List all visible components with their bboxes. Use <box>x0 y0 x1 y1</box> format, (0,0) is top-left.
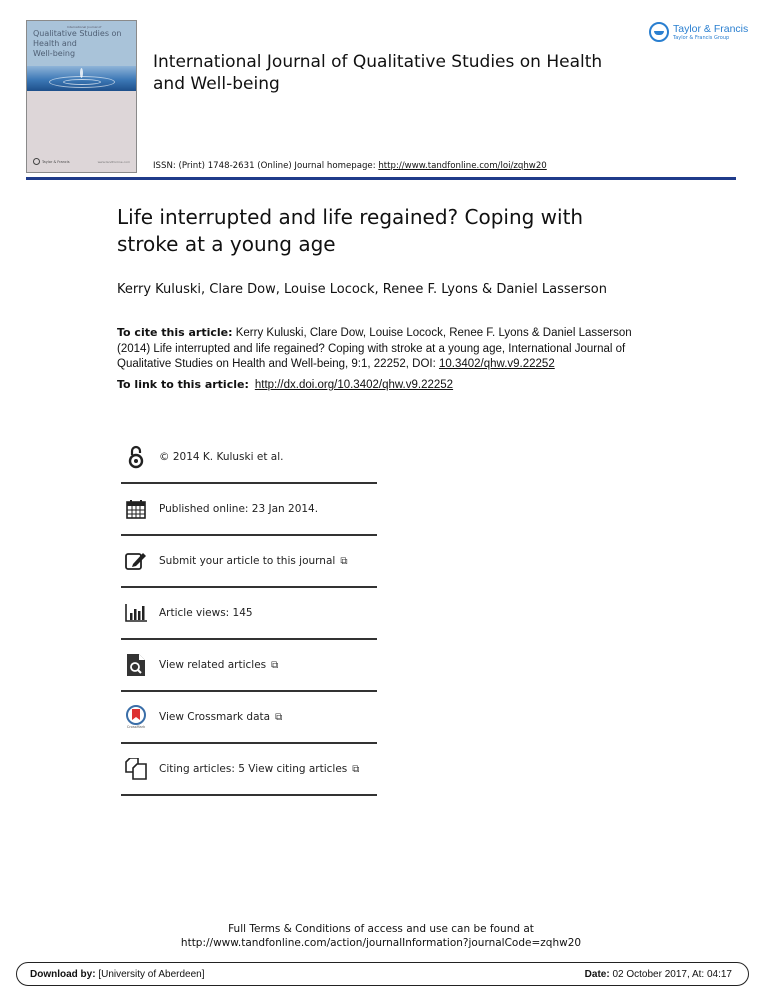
article-doi-url-link[interactable]: http://dx.doi.org/10.3402/qhw.v9.22252 <box>254 379 454 391</box>
svg-text:CrossMark: CrossMark <box>126 725 146 729</box>
bar-chart-icon <box>123 600 149 626</box>
open-access-icon <box>123 444 149 470</box>
header-divider <box>26 177 736 180</box>
cover-small-label: International Journal of <box>67 25 102 29</box>
external-link-icon: ⧉ <box>271 659 279 671</box>
submit-article-link[interactable] <box>121 536 377 588</box>
terms-notice <box>0 922 762 950</box>
info-item-published <box>121 484 377 536</box>
article-views-text: Article views: 145 <box>159 607 253 619</box>
article-authors: Kerry Kuluski, Clare Dow, Louise Locock, Renee F. Lyons & Daniel Lasserson <box>117 282 607 297</box>
cover-site: www.tandfonline.com <box>97 160 130 164</box>
article-info-list <box>121 432 377 796</box>
download-by <box>30 969 205 980</box>
doi-link[interactable]: 10.3402/qhw.v9.22252 <box>438 358 555 370</box>
view-crossmark-link[interactable] <box>121 692 377 744</box>
cover-water-drop-image <box>27 66 136 91</box>
view-related-articles-text: View related articles <box>159 659 267 671</box>
citation-label: To cite this article: <box>117 326 233 339</box>
download-by-value: [University of Aberdeen] <box>95 968 205 980</box>
copyright-text: © 2014 K. Kuluski et al. <box>159 451 284 463</box>
edit-icon <box>123 548 149 574</box>
issn-line <box>153 161 547 171</box>
terms-url-link[interactable]: http://www.tandfonline.com/action/journalInformation?journalCode=zqhw20 <box>180 937 582 949</box>
citing-articles-text: Citing articles: 5 View citing articles <box>159 763 348 775</box>
view-citing-articles-link[interactable] <box>121 744 377 796</box>
info-item-views <box>121 588 377 640</box>
download-date <box>585 969 732 980</box>
citing-articles-icon <box>123 756 149 782</box>
publisher-name: Taylor & Francis <box>673 22 749 35</box>
download-by-label: Download by: <box>30 968 96 980</box>
published-date-text: Published online: 23 Jan 2014. <box>159 503 319 515</box>
journal-title: International Journal of Qualitative Studies on Health and Well-being <box>153 52 603 94</box>
taylor-francis-lamp-icon <box>649 22 669 42</box>
external-link-icon: ⧉ <box>352 763 360 775</box>
article-link-label: To link to this article: <box>117 378 249 391</box>
article-title: Life interrupted and life regained? Coping with stroke at a young age <box>117 205 584 256</box>
calendar-icon <box>123 496 149 522</box>
publisher-subtitle: Taylor & Francis Group <box>673 34 730 41</box>
info-item-copyright <box>121 432 377 484</box>
terms-line: Full Terms & Conditions of access and use can be found at <box>228 923 534 935</box>
citation-text: Kerry Kuluski, Clare Dow, Louise Locock, Renee F. Lyons & Daniel Lasserson (2014) Life interrupted and life regained? Coping with stroke at a young age, International Journal of Qualitative Studies on Health and Well-being, 9:1, 22252, DOI: <box>117 327 632 370</box>
submit-article-text: Submit your article to this journal <box>159 555 336 567</box>
date-label: Date: <box>584 968 610 980</box>
download-info-bar <box>16 962 749 986</box>
view-related-articles-link[interactable] <box>121 640 377 692</box>
view-crossmark-text: View Crossmark data <box>159 711 271 723</box>
journal-homepage-link[interactable]: http://www.tandfonline.com/loi/zqhw20 <box>378 161 547 171</box>
crossmark-icon <box>123 704 149 730</box>
date-value: 02 October 2017, At: 04:17 <box>609 968 732 980</box>
article-link-line <box>117 378 453 391</box>
cover-publisher-logo: Taylor & Francis <box>33 158 70 165</box>
issn-text: ISSN: (Print) 1748-2631 (Online) Journal homepage: <box>153 161 379 171</box>
external-link-icon: ⧉ <box>340 555 348 567</box>
cover-title: Qualitative Studies on Health and Well-being <box>33 29 122 58</box>
publisher-logo <box>649 22 748 42</box>
external-link-icon: ⧉ <box>275 711 283 723</box>
search-document-icon <box>123 652 149 678</box>
citation-block <box>117 325 657 373</box>
journal-cover-image <box>26 20 137 173</box>
